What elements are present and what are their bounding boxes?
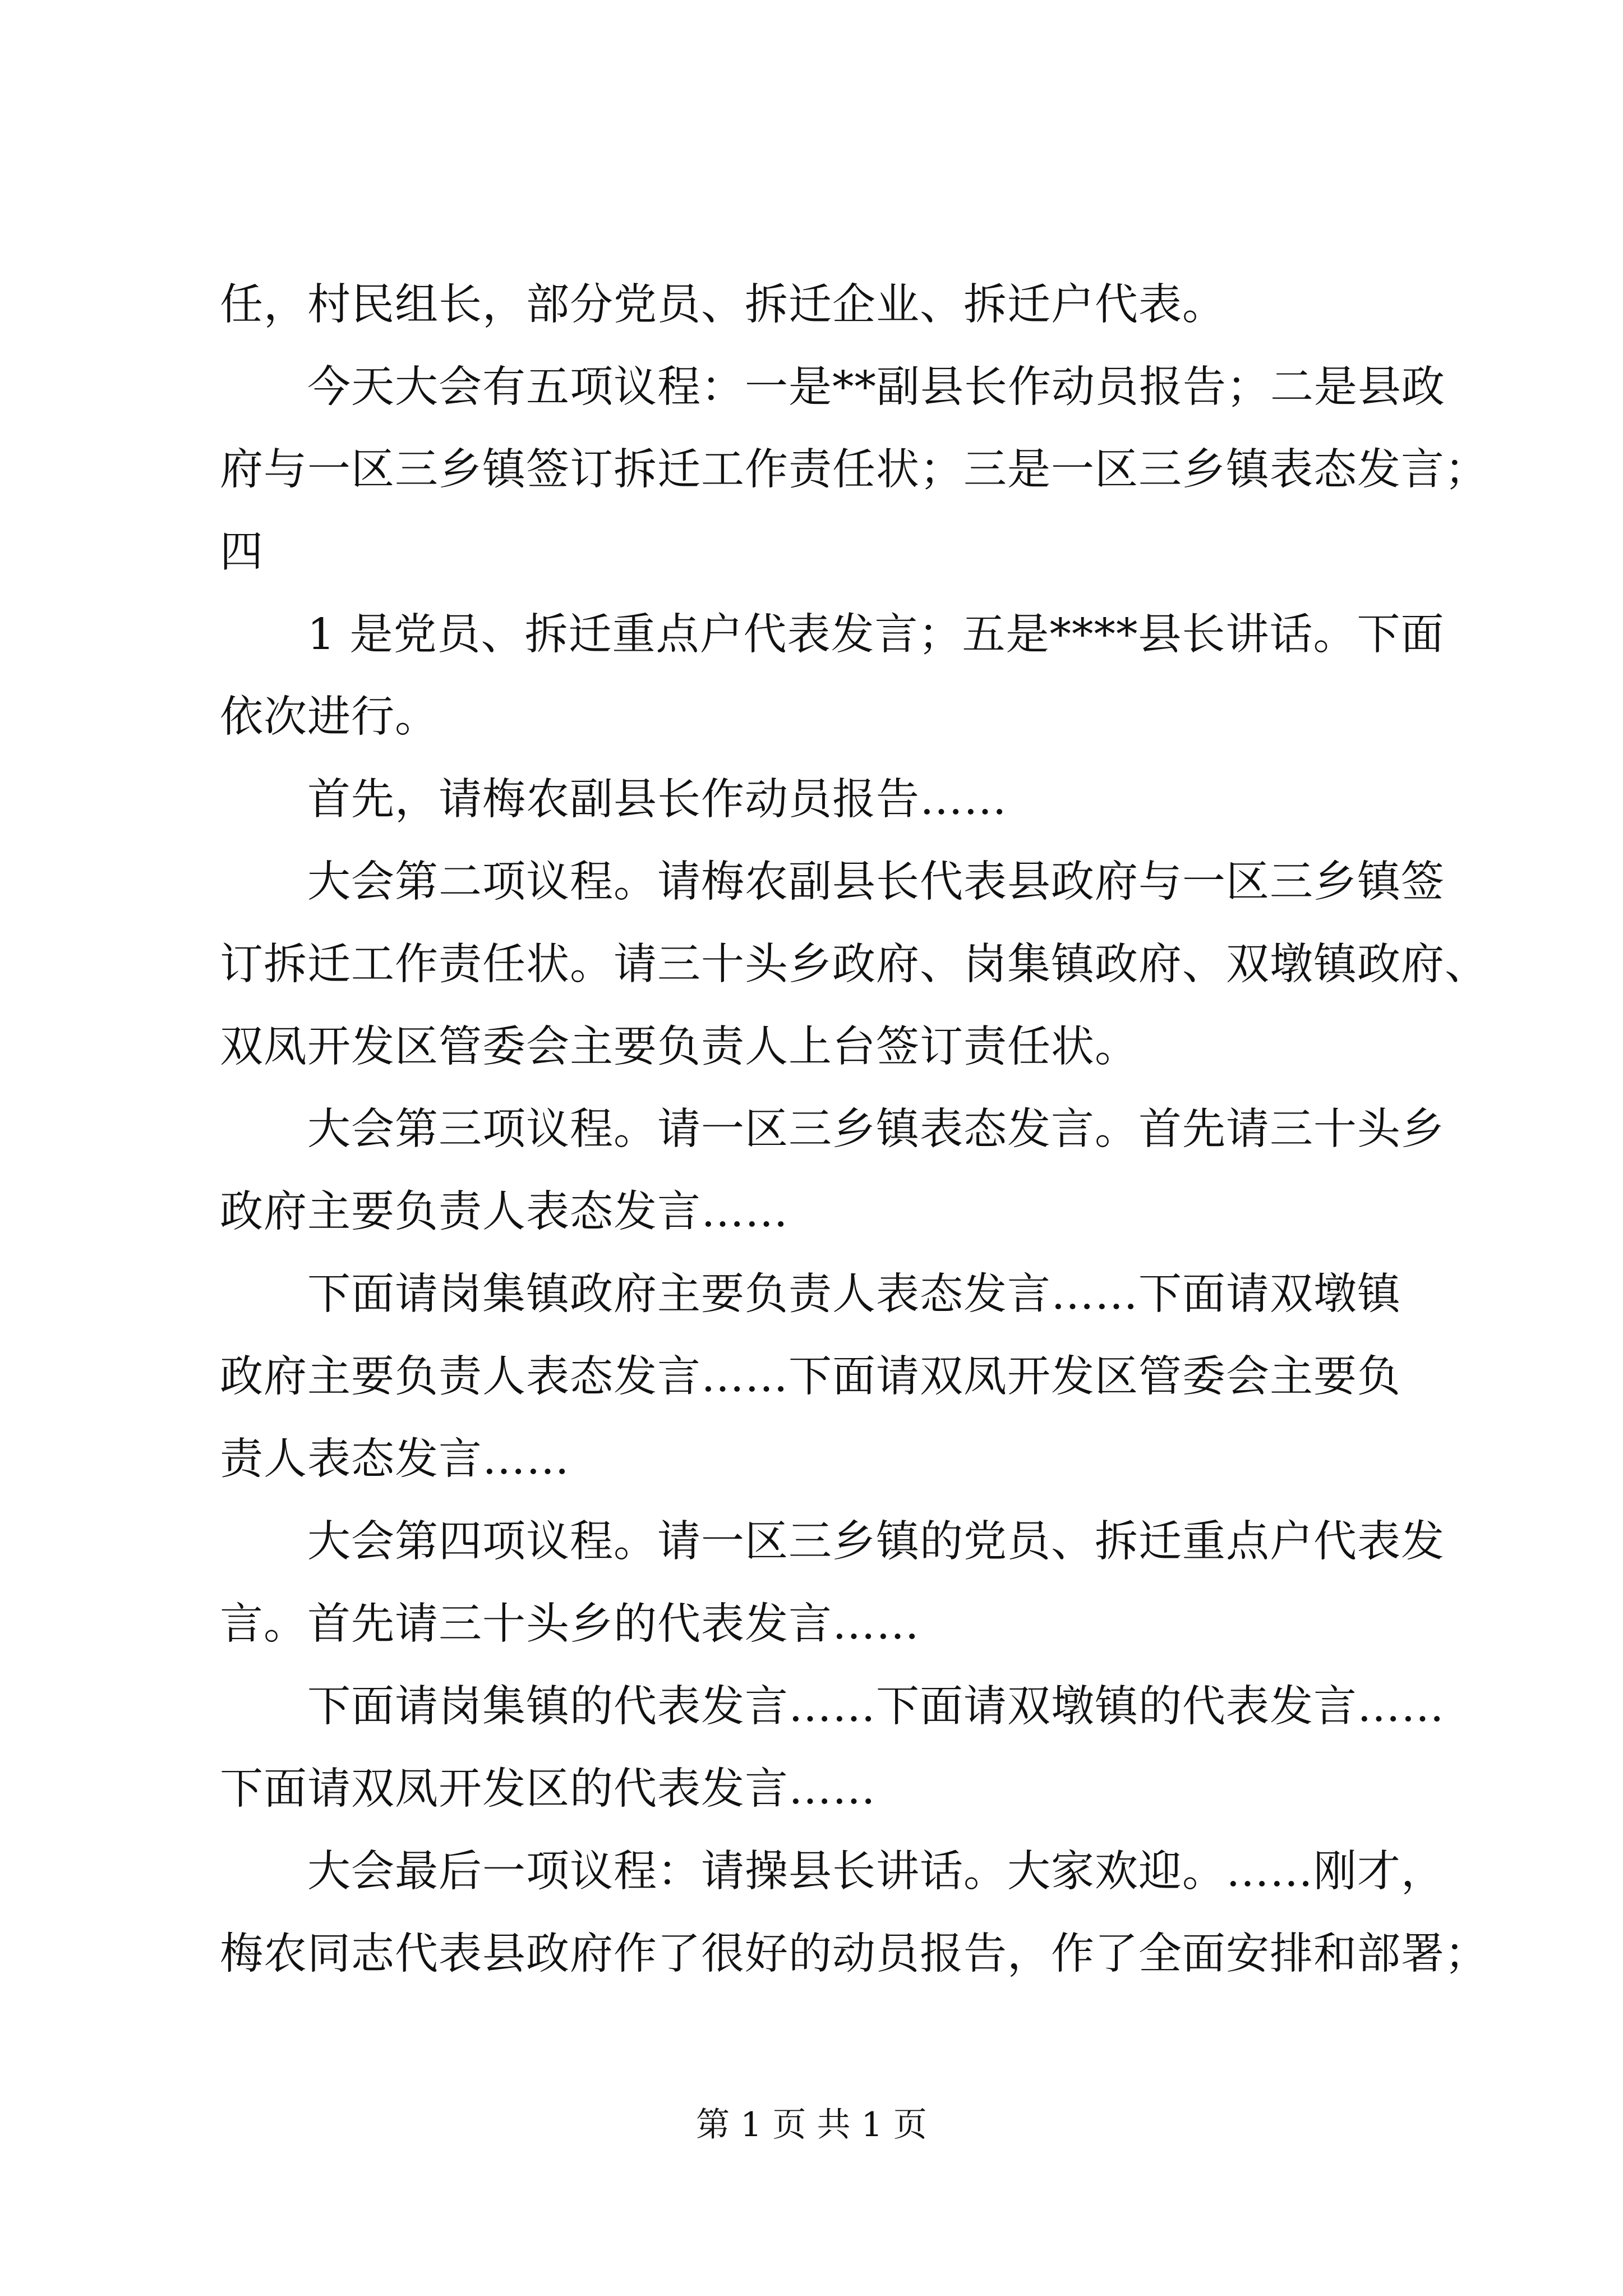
paragraph-line: 1 是党员、拆迁重点户代表发言；五是****县长讲话。下面 [307,610,1445,660]
paragraph-line: 订拆迁工作责任状。请三十头乡政府、岗集镇政府、双墩镇政府、 [220,940,1488,990]
paragraph-line: 言。首先请三十头乡的代表发言…… [220,1599,920,1649]
paragraph-line: 大会第三项议程。请一区三乡镇表态发言。首先请三十头乡 [307,1105,1445,1154]
paragraph-line: 依次进行。 [220,692,439,742]
paragraph-line: 四 [220,527,264,577]
paragraph-line: 政府主要负责人表态发言…… [220,1187,789,1237]
paragraph-line: 首先，请梅农副县长作动员报告…… [307,775,1007,825]
paragraph-line: 双凤开发区管委会主要负责人上台签订责任状。 [220,1022,1138,1072]
paragraph-line: 大会第二项议程。请梅农副县长代表县政府与一区三乡镇签 [307,857,1445,907]
paragraph-line: 任，村民组长，部分党员、拆迁企业、拆迁户代表。 [220,280,1226,330]
document-body [220,264,1488,1995]
paragraph-line: 下面请双凤开发区的代表发言…… [220,1764,876,1814]
paragraph-line: 府与一区三乡镇签订拆迁工作责任状；三是一区三乡镇表态发言； [220,445,1488,495]
paragraph-line: 梅农同志代表县政府作了很好的动员报告，作了全面安排和部署； [220,1929,1488,1979]
paragraph-line: 今天大会有五项议程：一是**副县长作动员报告；二是县政 [307,362,1445,412]
paragraph-line: 大会第四项议程。请一区三乡镇的党员、拆迁重点户代表发 [307,1517,1445,1567]
paragraph-line: 责人表态发言…… [220,1434,570,1484]
paragraph-line: 政府主要负责人表态发言……下面请双凤开发区管委会主要负 [220,1352,1401,1402]
page-number-footer: 第 1 页 共 1 页 [696,2105,927,2145]
paragraph-line: 下面请岗集镇的代表发言……下面请双墩镇的代表发言…… [307,1682,1445,1732]
paragraph-line: 下面请岗集镇政府主要负责人表态发言……下面请双墩镇 [307,1269,1401,1319]
paragraph-line: 大会最后一项议程：请操县长讲话。大家欢迎。……刚才， [307,1847,1445,1897]
